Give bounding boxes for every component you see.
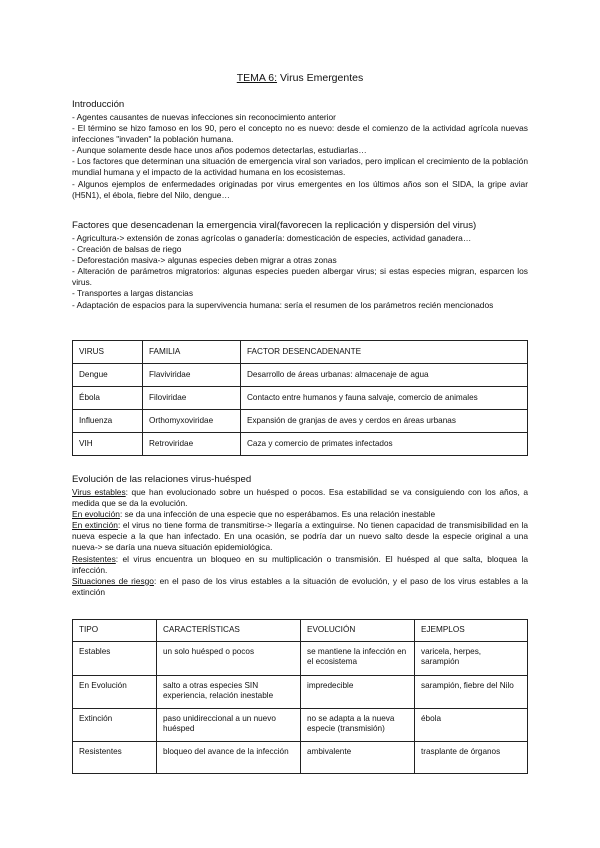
table-cell: Ébola [73,387,143,410]
evolution-term: Virus estables [72,487,126,497]
table-cell: ambivalente [301,742,415,774]
header-cell: TIPO [73,620,157,642]
table-cell: Extinción [73,709,157,742]
factors-line: - Agricultura-> extensión de zonas agrícolas o ganadería: domesticación de especies, actividad ganadera… [72,233,472,243]
table-cell: no se adapta a la nueva especie (transmisión) [301,709,415,742]
factors-line: - Creación de balsas de riego [72,244,182,255]
table-cell: trasplante de órganos [415,742,528,774]
table-cell: un solo huésped o pocos [157,642,301,676]
evolution-item [72,520,528,553]
table-cell: varicela, herpes, sarampión [415,642,528,676]
header-cell: FACTOR DESENCADENANTE [241,341,528,364]
evolution-text: : en el paso de los virus estables a la situación de evolución, y el paso de los virus estables a la extinción [72,575,528,597]
header-cell: FAMILIA [143,341,241,364]
intro-line: - Agentes causantes de nuevas infecciones sin reconocimiento anterior [72,112,336,122]
table-cell: Caza y comercio de primates infectados [241,433,528,456]
virus-table [72,340,528,456]
evolution-term: Situaciones de riesgo [72,575,154,586]
table-cell: paso unidireccional a un nuevo huésped [157,709,301,742]
intro-line: - Los factores que determinan una situación de emergencia viral son variados, pero implican el crecimiento de la población mundial humana y el impacto de la actividad humana en los ecosistemas. [72,156,528,178]
factors-line: - Deforestación masiva-> algunas especies deben migrar a otras zonas [72,255,337,266]
table-row [73,433,528,456]
factors-line: - Transportes a largas distancias [72,288,194,299]
table-cell: Flaviviridae [143,364,241,387]
header-cell: VIRUS [73,341,143,364]
evolution-text: : que han evolucionado sobre un huésped o pocos. Esa estabilidad se va consiguiendo con los años, a medida que se da la evolución. [72,487,528,509]
table-header-row [73,620,528,642]
intro-heading: Introducción [72,99,125,110]
table-cell: Contacto entre humanos y fauna salvaje, comercio de animales [241,387,528,410]
table-cell: Resistentes [73,742,157,774]
intro-line: - Aunque solamente desde hace unos años podemos detectarlas, estudiarlas… [72,145,367,156]
table-cell: ébola [415,709,528,742]
header-cell: CARACTERÍSTICAS [157,620,301,642]
table-cell: Retroviridae [143,433,241,456]
evolution-text: : el virus no tiene forma de transmitirse-> llegaría a extinguirse. No tienen capacidad de transmisibilidad en la nueva especie a la que han infectado. En una ocasión, se podría dar un nuevo salto desde la especie original a una nueva-> se daría una nueva situación epidemiológica. [72,520,528,553]
evolution-item [72,554,528,576]
table-row [73,709,528,742]
table-row [73,742,528,774]
intro-line: - El término se hizo famoso en los 90, pero el concepto no es nuevo: desde el comienzo de la actividad agrícola nuevas infecciones "invaden" la población humana. [72,123,528,145]
table-cell: sarampión, fiebre del Nilo [415,676,528,709]
factors-section [72,220,528,311]
table-cell: Dengue [73,364,143,387]
table-cell: Filoviridae [143,387,241,410]
evolution-text: : el virus encuentra un bloqueo en su multiplicación o transmisión. El huésped al que salta, bloquea la infección. [72,553,528,575]
table-cell: impredecible [301,676,415,709]
table-cell: Orthomyxoviridae [143,410,241,433]
intro-section [72,99,528,201]
table-cell: Expansión de granjas de aves y cerdos en áreas urbanas [241,410,528,433]
evolution-item [72,509,528,520]
evolution-item [72,576,528,598]
table-cell: VIH [73,433,143,456]
page-title [0,72,600,84]
table-row [73,676,528,709]
evolution-term: En extinción [72,520,118,531]
evolution-heading: Evolución de las relaciones virus-huésped [72,474,252,485]
table-row [73,364,528,387]
title-label: TEMA 6: [236,72,278,84]
evolution-term: En evolución [72,509,120,520]
table-cell: En Evolución [73,676,157,709]
table-header-row [73,341,528,364]
table-cell: salto a otras especies SIN experiencia, relación inestable [157,676,301,709]
types-table [72,619,528,774]
title-text: Virus Emergentes [277,72,364,84]
table-cell: Estables [73,642,157,676]
table-row [73,642,528,676]
intro-line: - Algunos ejemplos de enfermedades originadas por virus emergentes en los últimos años son el SIDA, la gripe aviar (H5N1), el ébola, fiebre del Nilo, dengue… [72,178,528,200]
evolution-text: : se da una infección de una especie que no esperábamos. Es una relación inestable [119,509,436,520]
table-row [73,410,528,433]
factors-heading: Factores que desencadenan la emergencia viral(favorecen la replicación y dispersión del virus) [72,220,477,231]
evolution-section [72,474,528,598]
evolution-term: Resistentes [72,553,116,564]
evolution-item [72,487,528,509]
table-cell: se mantiene la infección en el ecosistema [301,642,415,676]
factors-line: - Alteración de parámetros migratorios: algunas especies pueden albergar virus; si estas especies migran, esparcen los virus. [72,266,528,288]
table-cell: bloqueo del avance de la infección [157,742,301,774]
header-cell: EJEMPLOS [415,620,528,642]
table-cell: Influenza [73,410,143,433]
factors-line: - Adaptación de espacios para la supervivencia humana: sería el resumen de los parámetros recién mencionados [72,299,494,310]
table-row [73,387,528,410]
table-cell: Desarrollo de áreas urbanas: almacenaje de agua [241,364,528,387]
header-cell: EVOLUCIÓN [301,620,415,642]
